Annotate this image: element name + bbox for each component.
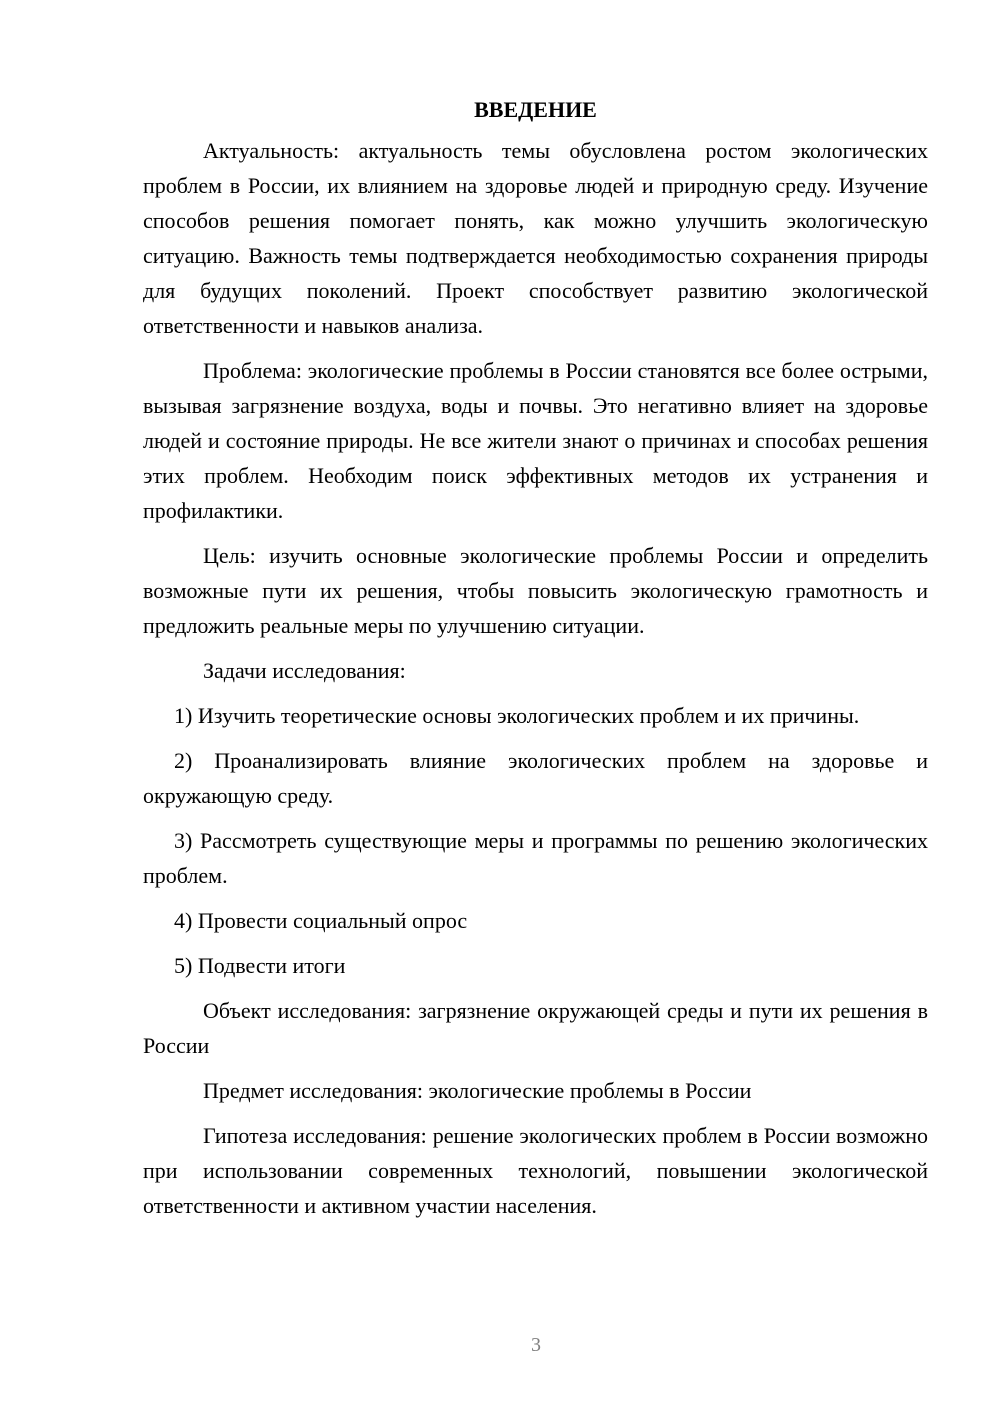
task-item-3: 3) Рассмотреть существующие меры и программы по решению экологических проблем. (143, 828, 928, 888)
paragraph-subject: Предмет исследования: экологические проблемы в России (203, 1078, 752, 1103)
task-item-5: 5) Подвести итоги (174, 953, 346, 978)
paragraph-problem: Проблема: экологические проблемы в России становятся все более острыми, вызывая загрязнение воздуха, воды и почвы. Это негативно влияет на здоровье людей и состояние природы. Не все жители знают о причинах и способах решения этих проблем. Необходим поиск эффективных методов их устранения и профилактики. (143, 358, 928, 523)
task-item-1: 1) Изучить теоретические основы экологических проблем и их причины. (174, 703, 860, 728)
task-item-2: 2) Проанализировать влияние экологических проблем на здоровье и окружающую среду. (143, 748, 928, 808)
paragraph-tasks-heading: Задачи исследования: (203, 658, 406, 683)
paragraph-relevance: Актуальность: актуальность темы обусловлена ростом экологических проблем в России, их влиянием на здоровье людей и природную среду. Изучение способов решения помогает понять, как можно улучшить экологическую ситуацию. Важность темы подтверждается необходимостью сохранения природы для будущих поколений. Проект способствует развитию экологической ответственности и навыков анализа. (143, 138, 928, 338)
paragraph-object: Объект исследования: загрязнение окружающей среды и пути их решения в России (143, 998, 928, 1058)
document-body (143, 92, 928, 1233)
task-item-4: 4) Провести социальный опрос (174, 908, 468, 933)
page-title: ВВЕДЕНИЕ (474, 97, 597, 122)
paragraph-goal: Цель: изучить основные экологические проблемы России и определить возможные пути их решения, чтобы повысить экологическую грамотность и предложить реальные меры по улучшению ситуации. (143, 543, 928, 638)
paragraph-hypothesis: Гипотеза исследования: решение экологических проблем в России возможно при использовании современных технологий, повышении экологической ответственности и активном участии населения. (143, 1123, 928, 1218)
page-number: 3 (531, 1334, 541, 1356)
